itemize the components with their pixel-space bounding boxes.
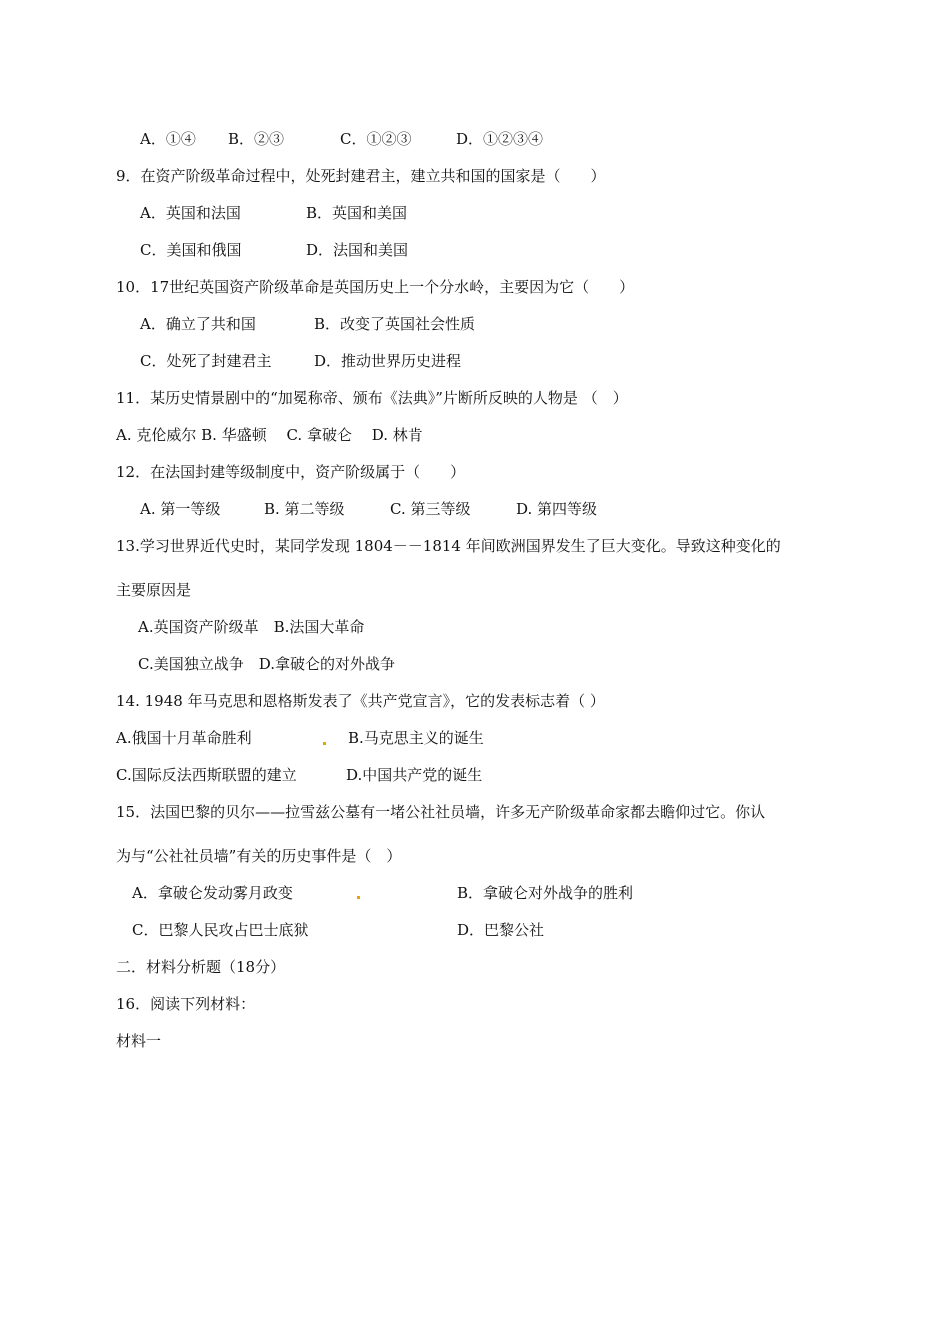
- q12-option-b: B. 第二等级: [264, 500, 345, 518]
- q13-options-line2: C.美国独立战争 D.拿破仑的对外战争: [138, 655, 395, 673]
- q13-stem-line1: 13.学习世界近代史时，某同学发现 1804－－1814 年间欧洲国界发生了巨大变化。导致这种变化的: [116, 537, 781, 555]
- q8-option-c: C．①②③: [340, 130, 412, 148]
- q10-option-d: D．推动世界历史进程: [314, 352, 462, 370]
- q15-option-a: A．拿破仑发动雾月政变: [132, 884, 293, 902]
- q9-option-d: D．法国和美国: [306, 241, 409, 259]
- q8-option-d: D．①②③④: [456, 130, 544, 148]
- q9-option-b: B．英国和美国: [306, 204, 408, 222]
- material-label: 材料一: [116, 1032, 162, 1050]
- q13-stem-line2: 主要原因是: [116, 581, 192, 599]
- q13-options-line1: A.英国资产阶级革 B.法国大革命: [138, 618, 365, 636]
- q8-option-b: B．②③: [228, 130, 285, 148]
- q8-option-a: A．①④: [140, 130, 196, 148]
- q14-option-b: B.马克思主义的诞生: [348, 729, 484, 747]
- q11-options: A. 克伦威尔 B. 华盛顿 C. 拿破仑 D. 林肯: [116, 426, 423, 444]
- q12-option-c: C. 第三等级: [390, 500, 471, 518]
- q15-stem-line1: 15．法国巴黎的贝尔——拉雪兹公墓有一堵公社社员墙，许多无产阶级革命家都去瞻仰过它。你认: [116, 803, 766, 821]
- q10-option-c: C．处死了封建君主: [140, 352, 272, 370]
- q16-stem: 16．阅读下列材料：: [116, 995, 256, 1013]
- q15-stem-line2: 为与“公社社员墙”有关的历史事件是（ ）: [116, 847, 402, 865]
- q10-option-a: A．确立了共和国: [140, 315, 256, 333]
- q14-stem: 14. 1948 年马克思和恩格斯发表了《共产党宣言》，它的发表标志着（ ）: [116, 692, 605, 710]
- q10-stem: 10．17世纪英国资产阶级革命是英国历史上一个分水岭，主要因为它（ ）: [116, 278, 635, 296]
- q14-option-d: D.中国共产党的诞生: [346, 766, 483, 784]
- q12-option-a: A. 第一等级: [140, 500, 221, 518]
- q9-stem: 9．在资产阶级革命过程中，处死封建君主，建立共和国的国家是（ ）: [116, 167, 606, 185]
- stray-mark: [323, 742, 326, 745]
- q15-option-b: B．拿破仑对外战争的胜利: [457, 884, 634, 902]
- q9-option-a: A．英国和法国: [140, 204, 241, 222]
- section-heading: 二．材料分析题（18分）: [116, 958, 286, 976]
- stray-mark: [357, 896, 360, 899]
- q12-stem: 12．在法国封建等级制度中，资产阶级属于（ ）: [116, 463, 466, 481]
- q15-option-d: D．巴黎公社: [457, 921, 545, 939]
- q12-option-d: D. 第四等级: [516, 500, 598, 518]
- q9-option-c: C．美国和俄国: [140, 241, 242, 259]
- q11-stem: 11．某历史情景剧中的“加冕称帝、颁布《法典》”片断所反映的人物是 （ ）: [116, 389, 628, 407]
- q14-option-c: C.国际反法西斯联盟的建立: [116, 766, 297, 784]
- q14-option-a: A.俄国十月革命胜利: [116, 729, 252, 747]
- q15-option-c: C．巴黎人民攻占巴士底狱: [132, 921, 309, 939]
- q10-option-b: B．改变了英国社会性质: [314, 315, 476, 333]
